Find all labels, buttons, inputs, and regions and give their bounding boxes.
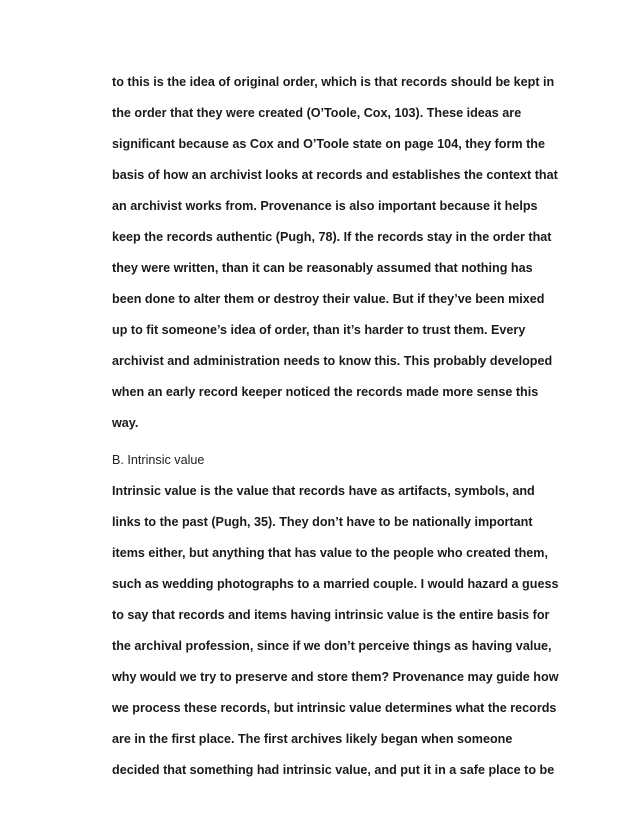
paragraph-line: when an early record keeper noticed the records made more sense this <box>112 385 539 399</box>
paragraph-line: up to fit someone’s idea of order, than it’s harder to trust them. Every <box>112 323 526 337</box>
paragraph-line: items either, but anything that has value to the people who created them, <box>112 546 548 560</box>
paragraph-line: way. <box>112 416 139 430</box>
paragraph-line: archivist and administration needs to know this. This probably developed <box>112 354 553 368</box>
paragraph-line: we process these records, but intrinsic value determines what the records <box>112 701 557 715</box>
paragraph-line: to this is the idea of original order, which is that records should be kept in <box>112 75 555 89</box>
paragraph-line: they were written, than it can be reasonably assumed that nothing has <box>112 261 533 275</box>
paragraph-line: decided that something had intrinsic value, and put it in a safe place to be <box>112 763 555 777</box>
paragraph-line: the order that they were created (O’Toole, Cox, 103). These ideas are <box>112 106 522 120</box>
paragraph-line: such as wedding photographs to a married couple. I would hazard a guess <box>112 577 559 591</box>
paragraph-line: significant because as Cox and O’Toole state on page 104, they form the <box>112 137 545 151</box>
paragraph-line: to say that records and items having intrinsic value is the entire basis for <box>112 608 550 622</box>
paragraph-line: the archival profession, since if we don’t perceive things as having value, <box>112 639 552 653</box>
paragraph-line: are in the first place. The first archives likely began when someone <box>112 732 513 746</box>
paragraph-line: Intrinsic value is the value that records have as artifacts, symbols, and <box>112 484 535 498</box>
paragraph-line: links to the past (Pugh, 35). They don’t have to be nationally important <box>112 515 533 529</box>
paragraph-line: keep the records authentic (Pugh, 78). If the records stay in the order that <box>112 230 552 244</box>
paragraph-line: an archivist works from. Provenance is also important because it helps <box>112 199 538 213</box>
paragraph-line: been done to alter them or destroy their value. But if they’ve been mixed <box>112 292 545 306</box>
section-heading: B. Intrinsic value <box>112 453 205 467</box>
paragraph-line: basis of how an archivist looks at records and establishes the context that <box>112 168 558 182</box>
paragraph-line: why would we try to preserve and store them? Provenance may guide how <box>112 670 559 684</box>
